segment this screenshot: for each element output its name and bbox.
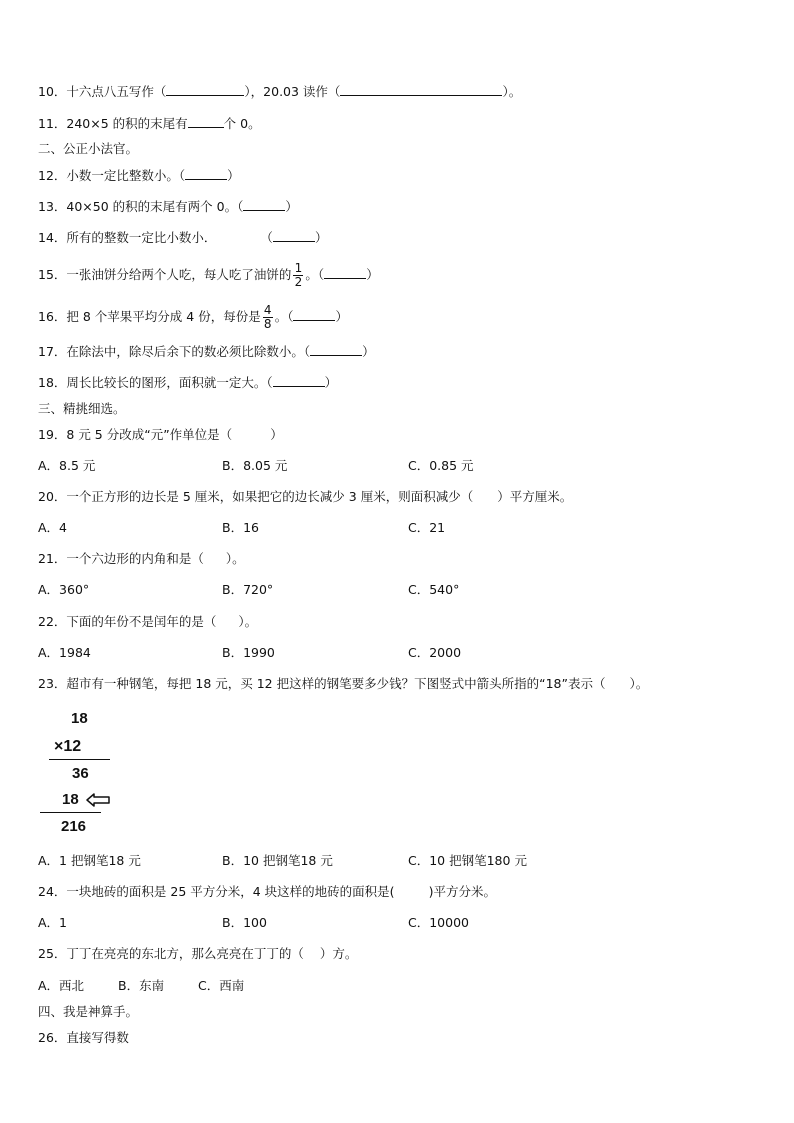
- option-b[interactable]: B．东南: [118, 978, 165, 993]
- question-text: 一个正方形的边长是 5 厘米，如果把它的边长减少 3 厘米，则面积减少（: [66, 489, 474, 504]
- question-text: ）: [324, 375, 338, 390]
- question-text: ）。: [629, 676, 649, 691]
- question-text: ）。: [238, 614, 258, 629]
- question-text: 超市有一种钢笔，每把 18 元，买 12 把这样的钢笔要多少钱？下图竖式中箭头所指的“18”表示（: [66, 676, 606, 691]
- question-16: [38, 304, 348, 331]
- question-number: 23．: [38, 676, 67, 691]
- question-text: 一块地砖的面积是 25 平方分米，4 块这样的地砖的面积是(: [66, 884, 395, 899]
- question-text: 小数一定比整数小。（: [66, 168, 186, 183]
- question-text: ）方。: [319, 946, 358, 961]
- question-number: 25．: [38, 946, 67, 961]
- question-text: ），20.03 读作（: [244, 84, 341, 99]
- question-text: 把 8 个苹果平均分成 4 份，每份是: [66, 309, 261, 324]
- answer-blank[interactable]: [273, 374, 325, 387]
- option-b[interactable]: B．100: [222, 915, 267, 930]
- question-number: 16．: [38, 309, 67, 324]
- fraction-numerator: 1: [294, 261, 303, 275]
- question-number: 21．: [38, 551, 67, 566]
- question-text: 所有的整数一定比小数小．: [66, 230, 217, 245]
- fraction-denominator: 8: [263, 317, 272, 331]
- question-text: ）: [227, 168, 240, 183]
- question-text: ）平方厘米。: [497, 489, 573, 504]
- question-text: ）: [270, 427, 283, 442]
- question-text: ）: [362, 344, 375, 359]
- question-10: [38, 83, 521, 100]
- fraction: [293, 262, 303, 289]
- option-b[interactable]: B．16: [222, 520, 259, 535]
- question-text: 丁丁在亮亮的东北方，那么亮亮在丁丁的（: [66, 946, 304, 961]
- rule-line: [40, 812, 101, 813]
- question-21: [38, 551, 245, 567]
- product: 216: [61, 818, 87, 835]
- question-text: 。（: [305, 267, 325, 282]
- question-number: 14．: [38, 230, 67, 245]
- option-c[interactable]: C．21: [408, 520, 446, 535]
- question-number: 11．: [38, 116, 67, 131]
- question-text: 。（: [274, 309, 294, 324]
- answer-blank[interactable]: [293, 308, 335, 321]
- option-c[interactable]: C．西南: [198, 978, 245, 993]
- option-a[interactable]: A．1 把钢笔18 元: [38, 853, 141, 868]
- fraction: [263, 304, 273, 331]
- question-number: 26．: [38, 1030, 67, 1045]
- question-18: [38, 374, 337, 391]
- option-b[interactable]: B．10 把钢笔18 元: [222, 853, 333, 868]
- question-text: ）: [285, 199, 298, 214]
- option-a[interactable]: A．1984: [38, 645, 91, 660]
- question-text: 一个六边形的内角和是（: [66, 551, 204, 566]
- answer-blank[interactable]: [340, 83, 502, 96]
- question-17: [38, 343, 375, 360]
- option-c[interactable]: C．0.85 元: [408, 458, 474, 473]
- answer-blank[interactable]: [310, 343, 362, 356]
- question-number: 13．: [38, 199, 67, 214]
- question-number: 15．: [38, 267, 67, 282]
- answer-blank[interactable]: [324, 266, 366, 279]
- question-20: [38, 489, 572, 505]
- multiplicand: 18: [71, 710, 88, 727]
- question-number: 12．: [38, 168, 67, 183]
- option-a[interactable]: A．4: [38, 520, 68, 535]
- answer-blank[interactable]: [188, 115, 224, 128]
- question-text: 周长比较长的图形，面积就一定大。（: [66, 375, 273, 390]
- option-b[interactable]: B．720°: [222, 582, 274, 597]
- option-a[interactable]: A．8.5 元: [38, 458, 96, 473]
- question-13: [38, 198, 298, 215]
- question-25: [38, 946, 357, 962]
- option-c[interactable]: C．2000: [408, 645, 462, 660]
- question-text: ）: [314, 230, 328, 245]
- option-c[interactable]: C．10000: [408, 915, 469, 930]
- question-text: ）: [366, 267, 379, 282]
- option-a[interactable]: A．1: [38, 915, 68, 930]
- question-12: [38, 167, 240, 184]
- question-number: 20．: [38, 489, 67, 504]
- option-c[interactable]: C．540°: [408, 582, 460, 597]
- question-number: 18．: [38, 375, 67, 390]
- rule-line: [49, 759, 110, 760]
- question-text: 下面的年份不是闰年的是（: [66, 614, 217, 629]
- option-a[interactable]: A．西北: [38, 978, 85, 993]
- question-26: [38, 1030, 129, 1046]
- question-text: 十六点八五写作（: [66, 84, 167, 99]
- question-number: 19．: [38, 427, 67, 442]
- question-number: 24．: [38, 884, 67, 899]
- question-number: 22．: [38, 614, 67, 629]
- left-arrow-icon: [85, 793, 111, 807]
- section-heading-3: 三、精挑细选。: [38, 401, 126, 416]
- answer-blank[interactable]: [185, 167, 227, 180]
- question-text: ）: [335, 309, 348, 324]
- section-heading-4: 四、我是神算手。: [38, 1004, 139, 1019]
- question-text: 在除法中，除尽后余下的数必须比除数小。（: [66, 344, 311, 359]
- question-text: )平方分米。: [428, 884, 496, 899]
- option-a[interactable]: A．360°: [38, 582, 90, 597]
- multiplier: ×12: [54, 738, 82, 755]
- option-b[interactable]: B．8.05 元: [222, 458, 288, 473]
- answer-blank[interactable]: [273, 229, 315, 242]
- option-c[interactable]: C．10 把钢笔180 元: [408, 853, 527, 868]
- question-text: 一张油饼分给两个人吃，每人吃了油饼的: [66, 267, 292, 282]
- fraction-numerator: 4: [263, 303, 272, 317]
- question-11: [38, 115, 261, 132]
- question-23: [38, 676, 648, 692]
- question-text: 240×5 的积的末尾有: [66, 116, 188, 131]
- question-22: [38, 614, 257, 630]
- question-text: ）。: [225, 551, 245, 566]
- question-number: 10．: [38, 84, 67, 99]
- question-text: 40×50 的积的末尾有两个 0。（: [66, 199, 244, 214]
- question-text: 8 元 5 分改成“元”作单位是（: [66, 427, 233, 442]
- question-15: [38, 262, 379, 289]
- fraction-denominator: 2: [294, 275, 303, 289]
- question-24: [38, 884, 496, 900]
- section-heading-2: 二、公正小法官。: [38, 141, 139, 156]
- answer-blank[interactable]: [166, 83, 244, 96]
- partial-product-1: 36: [72, 765, 89, 782]
- option-b[interactable]: B．1990: [222, 645, 275, 660]
- question-text: （: [260, 230, 273, 245]
- question-text: ）。: [502, 84, 522, 99]
- partial-product-2: 18: [62, 791, 79, 808]
- answer-blank[interactable]: [243, 198, 285, 211]
- question-text: 直接写得数: [66, 1030, 129, 1045]
- question-19: [38, 427, 283, 443]
- question-number: 17．: [38, 344, 67, 359]
- question-text: 个 0。: [223, 116, 261, 131]
- question-14: [38, 229, 327, 246]
